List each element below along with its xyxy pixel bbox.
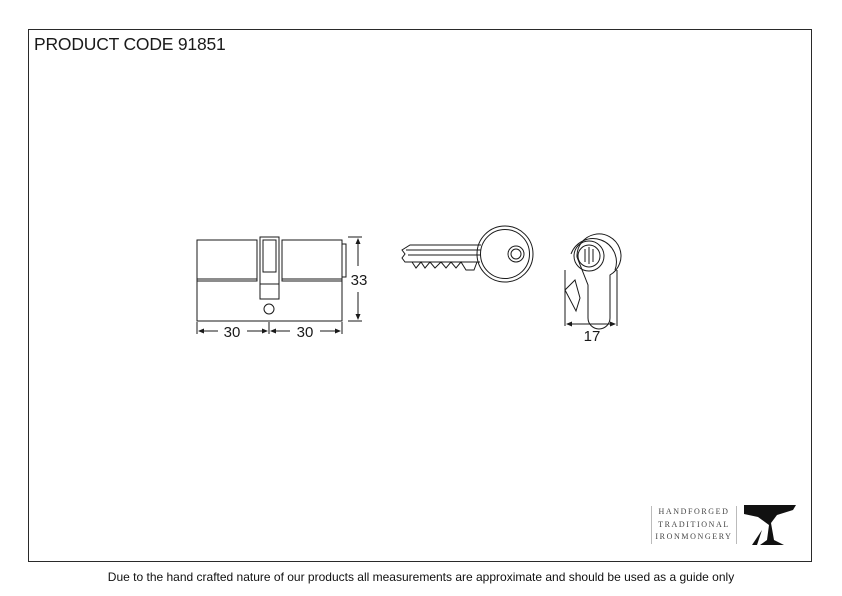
- cylinder-right-barrel: [282, 240, 342, 281]
- dim-label-right: 30: [296, 324, 314, 341]
- dim-label-left: 30: [223, 324, 241, 341]
- key-hole-inner: [511, 249, 521, 259]
- arrowhead: [198, 329, 204, 334]
- anvil-icon: [744, 505, 796, 545]
- key-blade: [402, 245, 481, 262]
- arrowhead: [335, 329, 341, 334]
- key-bitting: [412, 262, 477, 270]
- cylinder-profile-view: [565, 234, 621, 329]
- cam-inner: [263, 240, 276, 272]
- key-bow-outer: [477, 226, 533, 282]
- cylinder-end-cap: [342, 244, 346, 277]
- key-bow-inner: [481, 230, 530, 279]
- arrowhead: [566, 322, 572, 327]
- brand-wordmark: [651, 506, 737, 544]
- measurement-disclaimer: Due to the hand crafted nature of our products all measurements are approximate and should be used as a guide only: [107, 570, 735, 584]
- key-drawing: [402, 226, 533, 282]
- dim-label-profile: 17: [583, 328, 601, 345]
- dim-label-height: 33: [350, 272, 368, 289]
- arrowhead: [262, 329, 268, 334]
- arrowhead: [270, 329, 276, 334]
- width-dimension-lines: [197, 322, 342, 334]
- fixing-hole: [264, 304, 274, 314]
- cylinder-body-lower: [197, 281, 342, 321]
- brand-line-1: HANDFORGED: [658, 507, 730, 516]
- brand-line-2: TRADITIONAL: [658, 519, 730, 529]
- brand-line-3: IRONMONGERY: [655, 532, 733, 541]
- profile-cam: [565, 280, 580, 311]
- arrowhead: [356, 314, 361, 320]
- product-code-title: PRODUCT CODE 91851: [34, 34, 226, 54]
- arrowhead: [610, 322, 616, 327]
- profile-outline-inner: [577, 234, 621, 329]
- cylinder-front-view: [197, 237, 346, 321]
- key-hole-outer: [508, 246, 524, 262]
- cylinder-left-barrel: [197, 240, 257, 281]
- keyway: [585, 247, 593, 264]
- arrowhead: [356, 238, 361, 244]
